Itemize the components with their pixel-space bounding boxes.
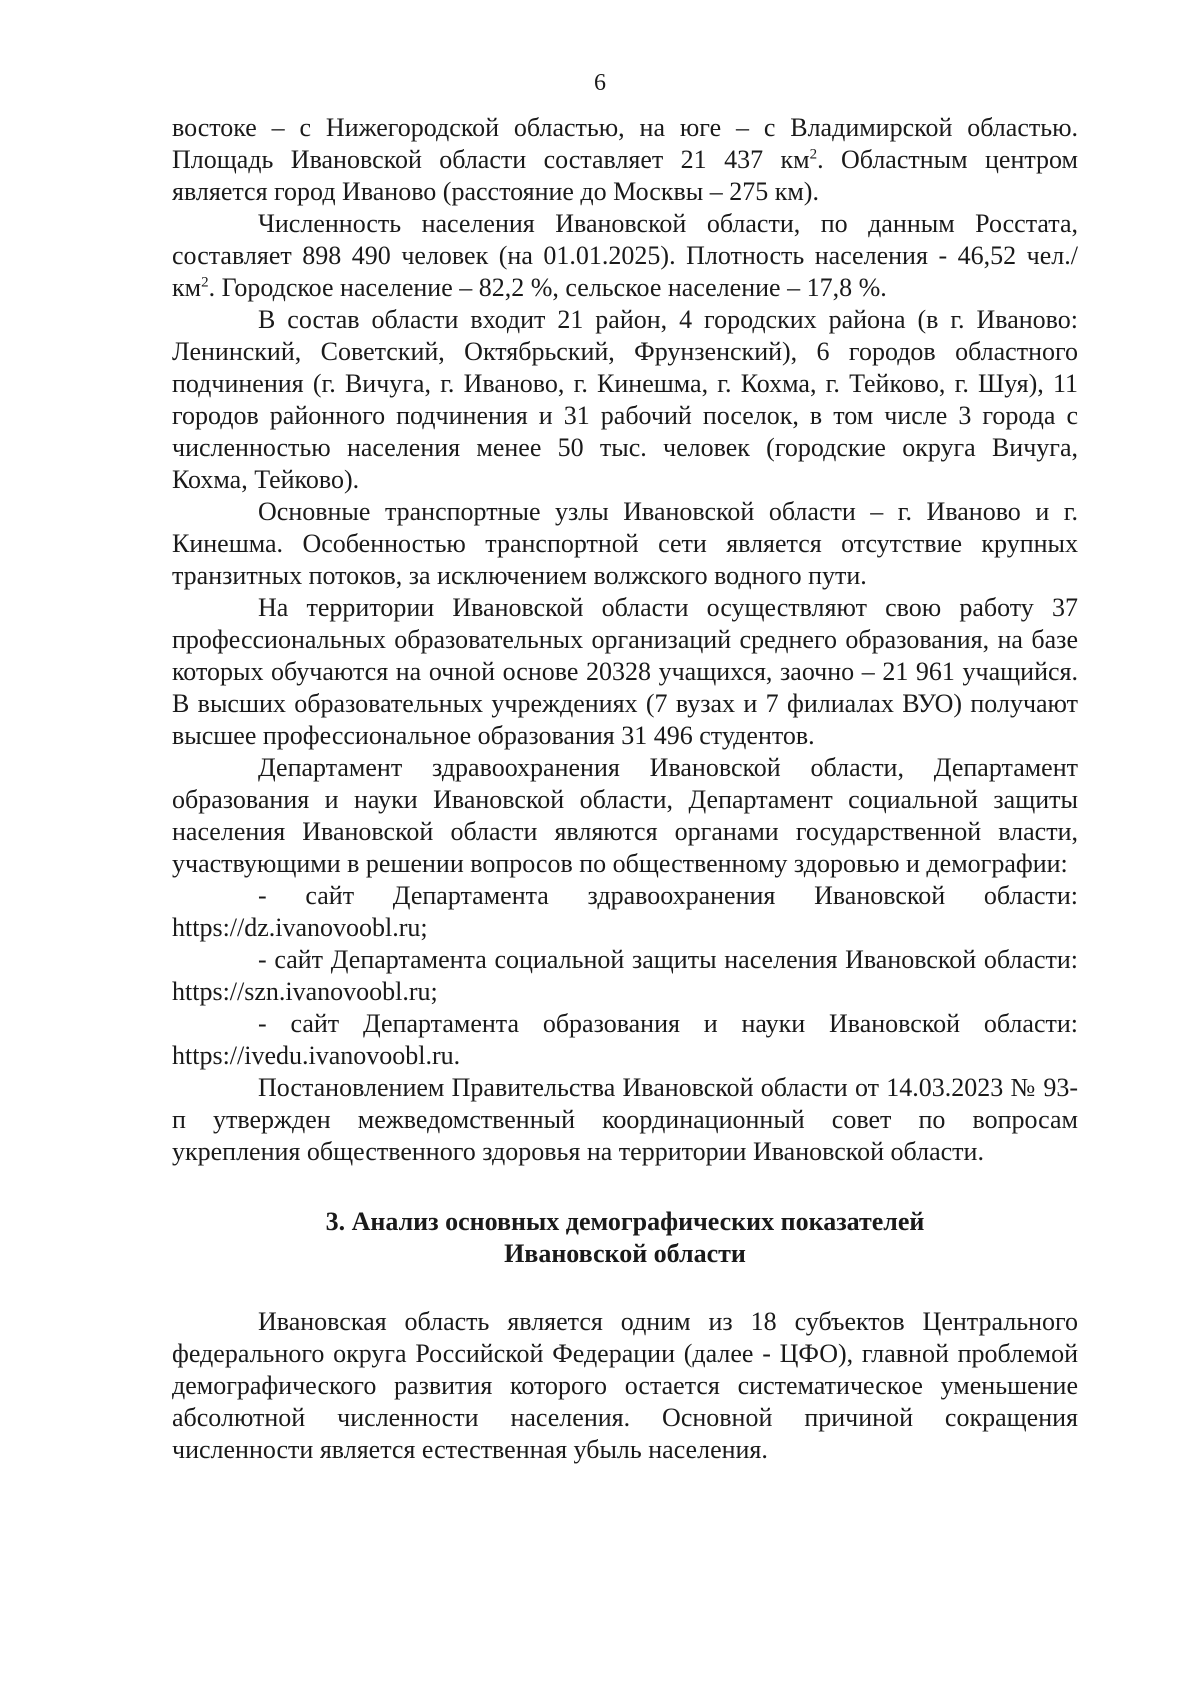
section-heading-line-1: 3. Анализ основных демографических показателей bbox=[325, 1207, 925, 1236]
paragraph-text: . Областным центром является город Иваново (расстояние до Москвы – 275 км). bbox=[172, 145, 1078, 206]
paragraph-administrative-structure: В состав области входит 21 район, 4 городских района (в г. Иваново: Ленинский, Советский, Октябрьский, Фрунзенский), 6 городов областного подчинения (г. Вичуга, г. Иваново, г. Кинешма, г. Кохма, г. Тейково, г. Шуя), 11 городов районного подчинения и 31 рабочий поселок, в том числе 3 города с численностью населения менее 50 тыс. человек (городские округа Вичуга, Кохма, Тейково). bbox=[172, 305, 1078, 494]
paragraph-departments: Департамент здравоохранения Ивановской области, Департамент образования и науки Ивановской области, Департамент социальной защиты населения Ивановской области являются органами государственной власти, участвующими в решении вопросов по общественному здоровью и демографии: bbox=[172, 753, 1078, 878]
paragraph-resolution: Постановлением Правительства Ивановской области от 14.03.2023 № 93-п утвержден межведомственный координационный совет по вопросам укрепления общественного здоровья на территории Ивановской области. bbox=[172, 1073, 1078, 1166]
paragraph-text: Численность населения Ивановской области, по данным Росстата, составляет 898 490 человек (на 01.01.2025). Плотность населения - 46,52 чел./км bbox=[172, 209, 1078, 302]
section-heading-line-2: Ивановской области bbox=[504, 1239, 746, 1268]
paragraph-section-intro: Ивановская область является одним из 18 субъектов Центрального федерального округа Российской Федерации (далее - ЦФО), главной проблемой демографического развития которого остается систематическое уменьшение абсолютной численности населения. Основной причиной сокращения численности является естественная убыль населения. bbox=[172, 1307, 1078, 1464]
paragraph-text: . Городское население – 82,2 %, сельское население – 17,8 %. bbox=[208, 273, 887, 302]
paragraph-transport: Основные транспортные узлы Ивановской области – г. Иваново и г. Кинешма. Особенностью транспортной сети является отсутствие крупных транзитных потоков, за исключением волжского водного пути. bbox=[172, 497, 1078, 590]
list-item-social-dept-site: - сайт Департамента социальной защиты населения Ивановской области: https://szn.ivanovoobl.ru; bbox=[172, 945, 1078, 1006]
paragraph-population bbox=[172, 208, 1078, 304]
paragraph-education: На территории Ивановской области осуществляют свою работу 37 профессиональных образовательных организаций среднего образования, на базе которых обучаются на очной основе 20328 учащихся, заочно – 21 961 учащийся. В высших образовательных учреждениях (7 вузах и 7 филиалах ВУО) получают высшее профессиональное образования 31 496 студентов. bbox=[172, 593, 1078, 750]
list-item-education-dept-site: - сайт Департамента образования и науки Ивановской области: https://ivedu.ivanovoobl.ru. bbox=[172, 1009, 1078, 1070]
section-heading bbox=[172, 1206, 1078, 1270]
superscript: 2 bbox=[201, 274, 209, 291]
paragraph-area-borders bbox=[172, 112, 1078, 208]
document-body bbox=[172, 112, 1078, 1466]
list-item-health-dept-site: - сайт Департамента здравоохранения Ивановской области: https://dz.ivanovoobl.ru; bbox=[172, 881, 1078, 942]
page-number: 6 bbox=[594, 70, 606, 96]
paragraph-text: востоке – с Нижегородской областью, на юге – с Владимирской областью. Площадь Ивановской области составляет 21 437 км bbox=[172, 113, 1078, 174]
superscript: 2 bbox=[809, 146, 818, 163]
